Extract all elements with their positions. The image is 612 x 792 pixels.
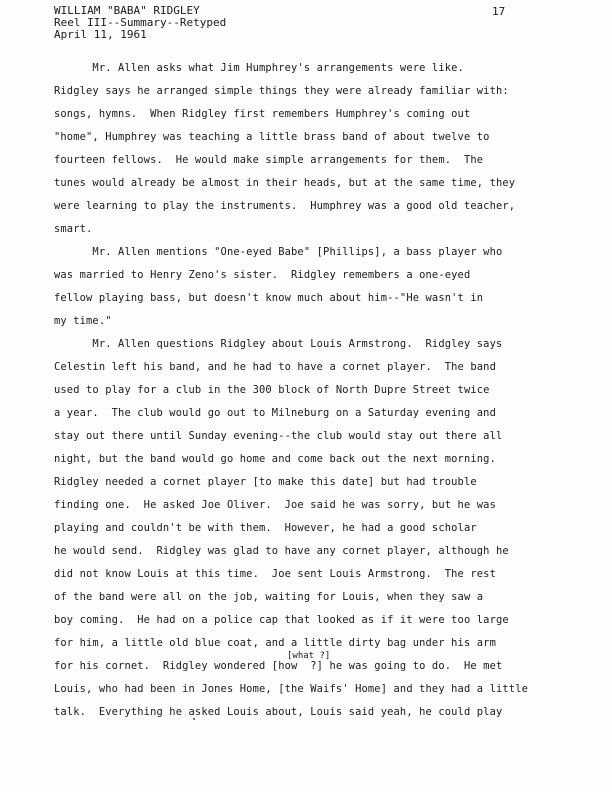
text-line: Mr. Allen questions Ridgley about Louis Armstrong. Ridgley says <box>54 338 503 350</box>
text-line: were learning to play the instruments. Humphrey was a good old teacher, <box>54 200 516 212</box>
text-line: a year. The club would go out to Milneburg on a Saturday evening and <box>54 407 496 419</box>
text-line: Mr. Allen mentions "One-eyed Babe" [Phillips], a bass player who <box>54 246 503 258</box>
paper-speck <box>193 718 195 720</box>
text-line: my time." <box>54 315 112 327</box>
text-line: fellow playing bass, but doesn't know much about him--"He wasn't in <box>54 292 484 304</box>
text-line: night, but the band would go home and come back out the next morning. <box>54 453 496 465</box>
text-line: for his cornet. Ridgley wondered [how ?] he was going to do. He met <box>54 660 503 672</box>
text-line: songs, hymns. When Ridgley first remembers Humphrey's coming out <box>54 108 471 120</box>
text-line: Mr. Allen asks what Jim Humphrey's arrangements were like. <box>54 62 464 74</box>
text-line: playing and couldn't be with them. However, he had a good scholar <box>54 522 477 534</box>
text-line: boy coming. He had on a police cap that looked as if it were too large <box>54 614 509 626</box>
text-line: stay out there until Sunday evening--the club would stay out there all <box>54 430 503 442</box>
text-line: used to play for a club in the 300 block of North Dupre Street twice <box>54 384 490 396</box>
header-date: April 11, 1961 <box>54 28 147 41</box>
text-line: fourteen fellows. He would make simple arrangements for them. The <box>54 154 484 166</box>
text-line: finding one. He asked Joe Oliver. Joe said he was sorry, but he was <box>54 499 496 511</box>
text-line: of the band were all on the job, waiting for Louis, when they saw a <box>54 591 484 603</box>
text-line: Celestin left his band, and he had to have a cornet player. The band <box>54 361 496 373</box>
text-line: was married to Henry Zeno's sister. Ridgley remembers a one-eyed <box>54 269 471 281</box>
text-line: smart. <box>54 223 93 235</box>
text-line: tunes would already be almost in their heads, but at the same time, they <box>54 177 516 189</box>
text-line: did not know Louis at this time. Joe sent Louis Armstrong. The rest <box>54 568 496 580</box>
text-line: "home", Humphrey was teaching a little brass band of about twelve to <box>54 131 490 143</box>
page-number: 17 <box>492 5 506 18</box>
header-name: WILLIAM "BABA" RIDGLEY <box>54 4 200 17</box>
text-line: Ridgley says he arranged simple things they were already familiar with: <box>54 85 509 97</box>
text-line: for him, a little old blue coat, and a little dirty bag under his arm <box>54 637 496 649</box>
handwritten-annotation: [what ?] <box>287 651 331 661</box>
text-line: he would send. Ridgley was glad to have any cornet player, although he <box>54 545 509 557</box>
header-reel: Reel III--Summary--Retyped <box>54 16 227 29</box>
text-line: Ridgley needed a cornet player [to make this date] but had trouble <box>54 476 477 488</box>
text-line: talk. Everything he asked Louis about, Louis said yeah, he could play <box>54 706 503 718</box>
text-line: Louis, who had been in Jones Home, [the Waifs' Home] and they had a little <box>54 683 529 695</box>
